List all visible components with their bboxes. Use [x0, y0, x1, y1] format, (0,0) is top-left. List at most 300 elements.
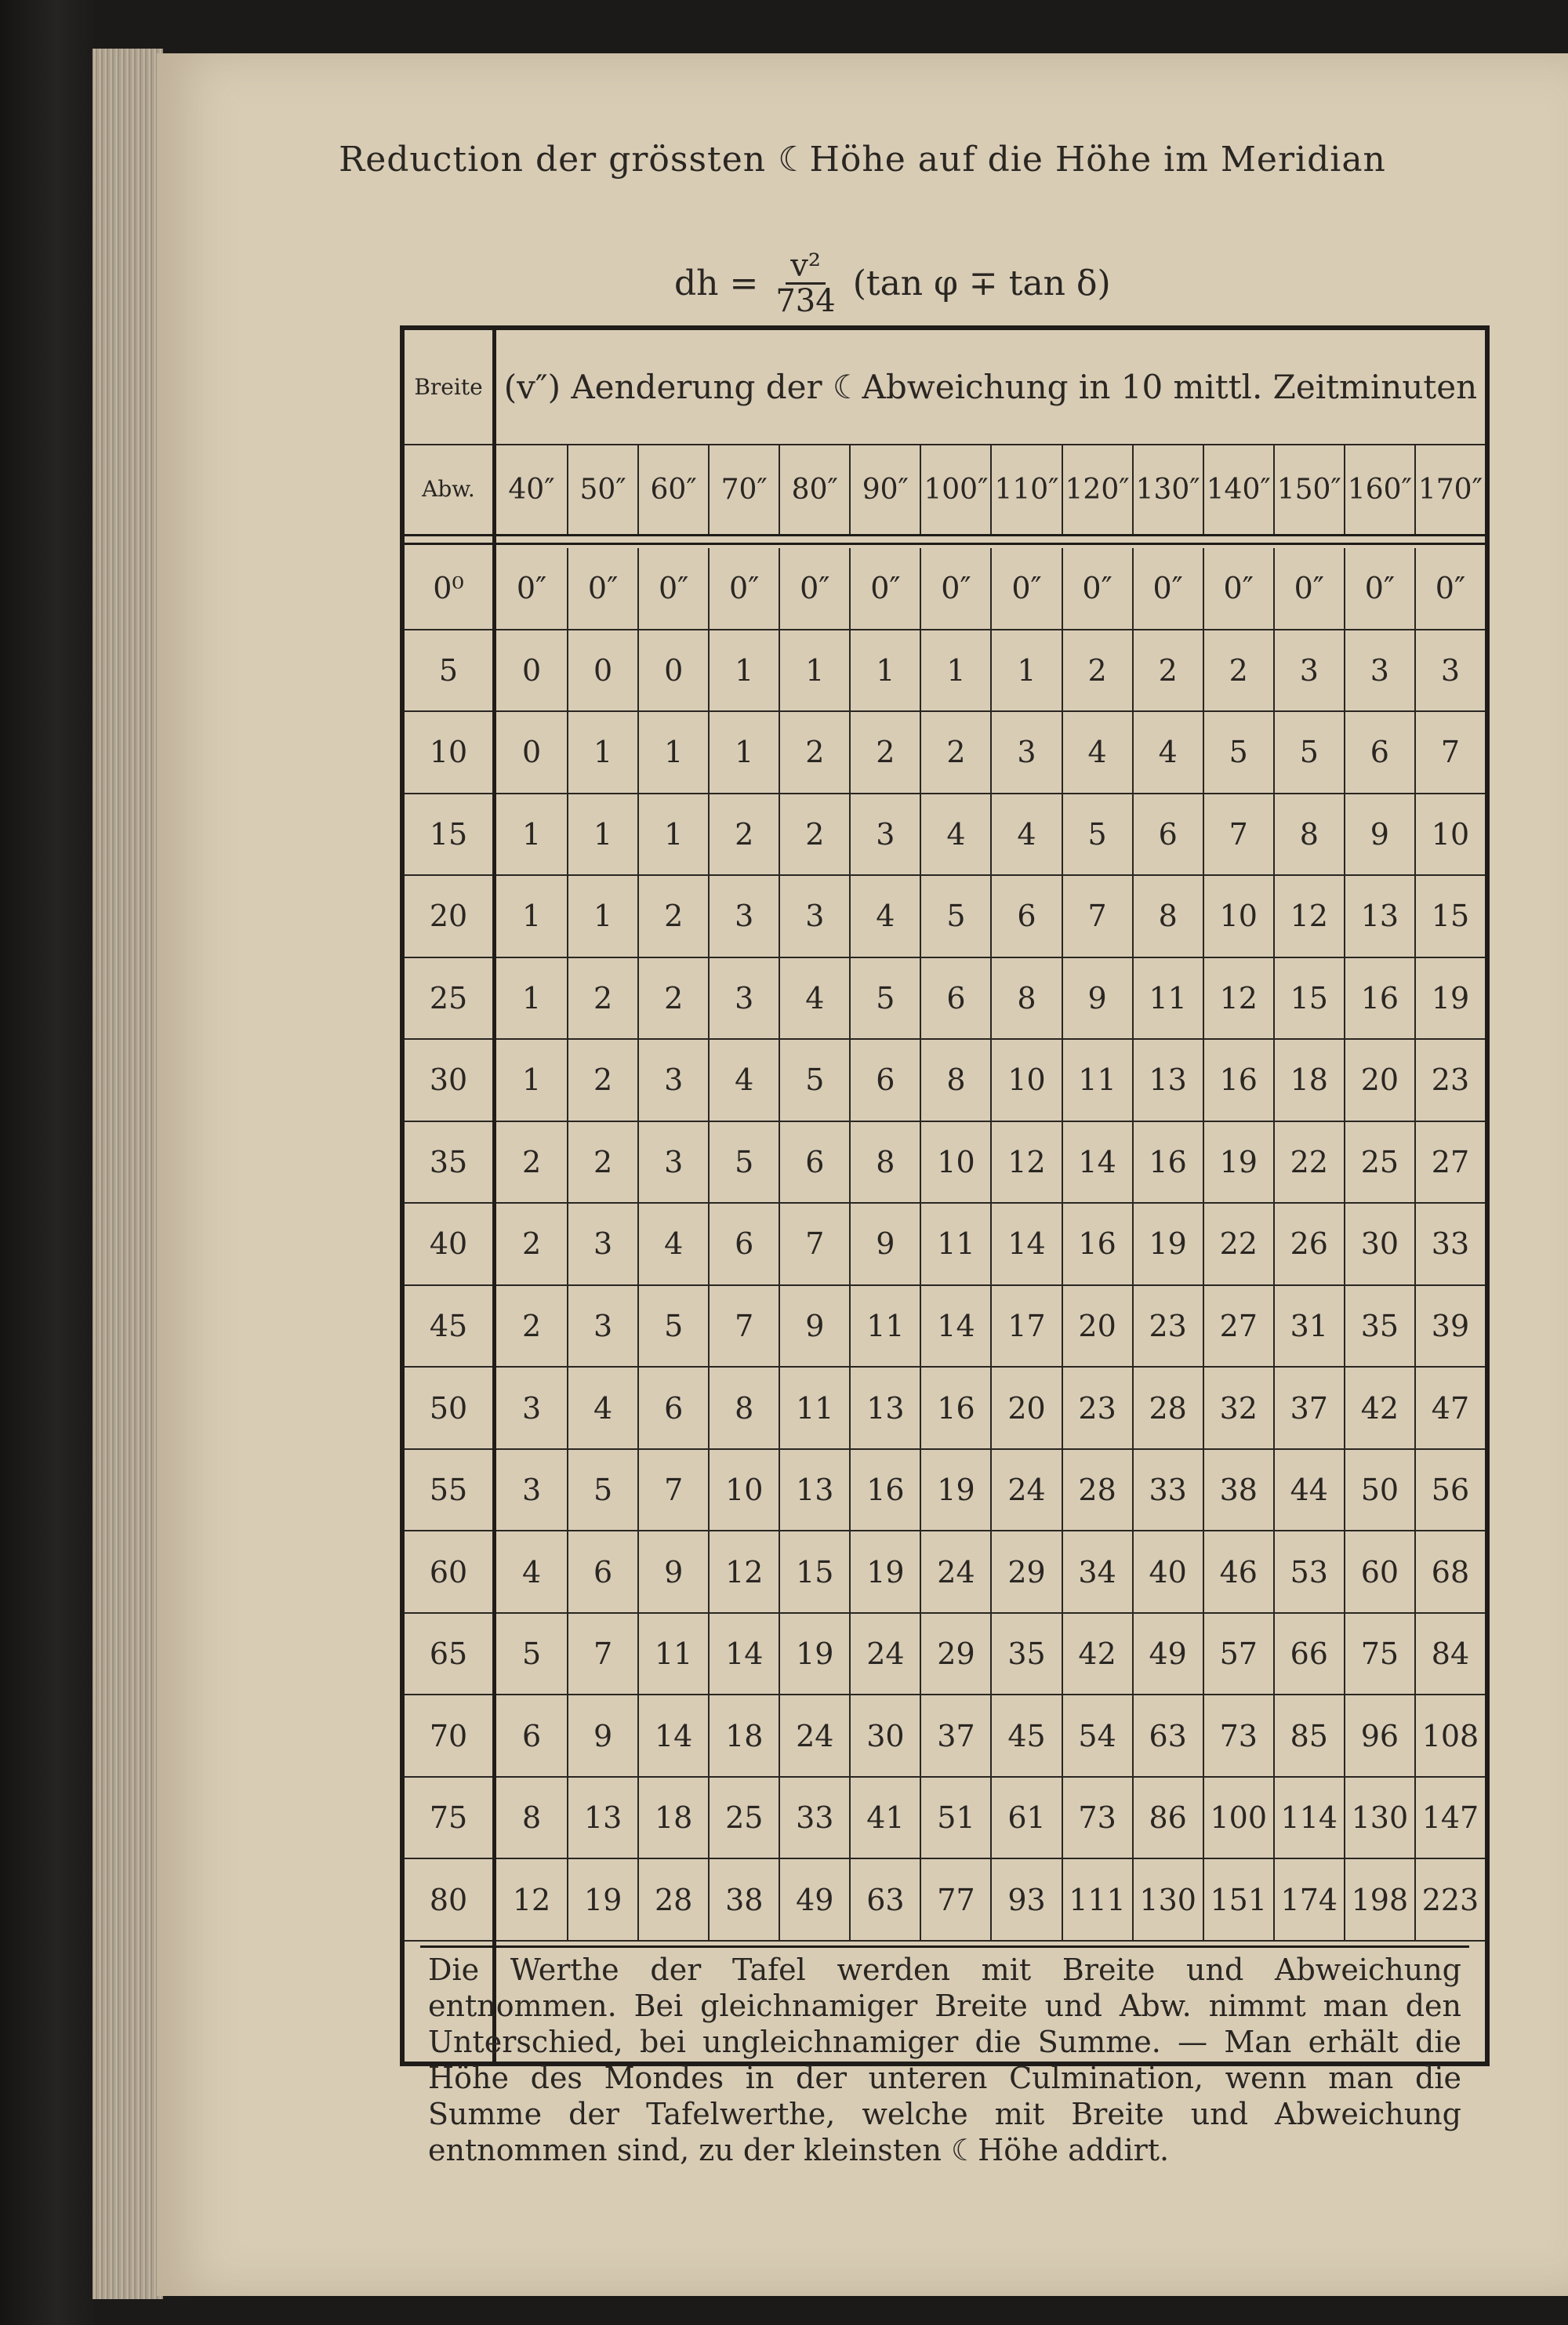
- row-values: [496, 1531, 1485, 1614]
- value-cell: 9: [779, 1286, 849, 1368]
- value-cell: 9: [567, 1695, 637, 1778]
- value-cell: 6: [1132, 794, 1203, 877]
- value-cell: 1: [496, 794, 567, 877]
- latitude-cell: 55: [405, 1450, 492, 1532]
- value-cell: 8: [849, 1122, 920, 1204]
- value-cell: 8: [1132, 876, 1203, 958]
- note-rule: [420, 1945, 1469, 1948]
- value-cell: 12: [496, 1859, 567, 1942]
- value-cell: 19: [849, 1531, 920, 1614]
- value-cell: 5: [1203, 712, 1273, 794]
- row-values: [496, 548, 1485, 630]
- value-cell: 20: [990, 1368, 1061, 1450]
- value-cell: 151: [1203, 1859, 1273, 1942]
- column-header: 80″: [779, 445, 849, 534]
- value-cell: 19: [1414, 958, 1485, 1041]
- value-cell: 0: [496, 712, 567, 794]
- value-cell: 0″: [1132, 548, 1203, 630]
- value-cell: 11: [849, 1286, 920, 1368]
- value-cell: 9: [1062, 958, 1132, 1041]
- value-cell: 0: [496, 630, 567, 713]
- value-cell: 0″: [990, 548, 1061, 630]
- value-cell: 16: [1344, 958, 1414, 1041]
- value-cell: 2: [779, 712, 849, 794]
- value-cell: 66: [1273, 1614, 1344, 1696]
- value-cell: 1: [708, 712, 779, 794]
- value-cell: 0″: [849, 548, 920, 630]
- value-cell: 33: [1414, 1204, 1485, 1286]
- value-cell: 0″: [708, 548, 779, 630]
- row-values: [496, 1204, 1485, 1286]
- value-cell: 2: [496, 1122, 567, 1204]
- value-cell: 100: [1203, 1778, 1273, 1860]
- value-cell: 6: [849, 1040, 920, 1122]
- table-row: [405, 1286, 1485, 1368]
- column-group-title: (v″) Aenderung der ☾Abweichung in 10 mittl. Zeitminuten: [496, 330, 1485, 445]
- value-cell: 23: [1132, 1286, 1203, 1368]
- value-cell: 96: [1344, 1695, 1414, 1778]
- value-cell: 7: [1203, 794, 1273, 877]
- value-cell: 30: [849, 1695, 920, 1778]
- formula-fraction: [775, 249, 835, 318]
- value-cell: 11: [1062, 1040, 1132, 1122]
- table-row: [405, 1695, 1485, 1778]
- page-title: Reduction der grössten ☾Höhe auf die Höhe im Meridian: [339, 140, 1386, 180]
- value-cell: 1: [637, 794, 708, 877]
- table-row: [405, 1040, 1485, 1122]
- value-cell: 0″: [1203, 548, 1273, 630]
- table-row: [405, 1614, 1485, 1696]
- value-cell: 68: [1414, 1531, 1485, 1614]
- value-cell: 42: [1344, 1368, 1414, 1450]
- value-cell: 2: [567, 1122, 637, 1204]
- value-cell: 2: [1203, 630, 1273, 713]
- value-cell: 3: [637, 1122, 708, 1204]
- row-values: [496, 1778, 1485, 1860]
- column-header: 170″: [1414, 445, 1485, 534]
- value-cell: 12: [1273, 876, 1344, 958]
- reduction-table: [400, 325, 1490, 2167]
- value-cell: 5: [708, 1122, 779, 1204]
- table-row: [405, 1450, 1485, 1532]
- row-values: [496, 1614, 1485, 1696]
- value-cell: 1: [990, 630, 1061, 713]
- value-cell: 73: [1062, 1778, 1132, 1860]
- value-cell: 5: [567, 1450, 637, 1532]
- value-cell: 0″: [920, 548, 990, 630]
- latitude-cell: 35: [405, 1122, 492, 1204]
- value-cell: 19: [1132, 1204, 1203, 1286]
- latitude-cell: 50: [405, 1368, 492, 1450]
- value-cell: 11: [637, 1614, 708, 1696]
- value-cell: 16: [1203, 1040, 1273, 1122]
- value-cell: 14: [708, 1614, 779, 1696]
- value-cell: 1: [849, 630, 920, 713]
- latitude-cell: 70: [405, 1695, 492, 1778]
- value-cell: 38: [1203, 1450, 1273, 1532]
- value-cell: 75: [1344, 1614, 1414, 1696]
- value-cell: 1: [708, 630, 779, 713]
- value-cell: 37: [920, 1695, 990, 1778]
- value-cell: 5: [1273, 712, 1344, 794]
- latitude-cell: 20: [405, 876, 492, 958]
- value-cell: 7: [1414, 712, 1485, 794]
- value-cell: 73: [1203, 1695, 1273, 1778]
- value-cell: 12: [990, 1122, 1061, 1204]
- page-edges: [93, 49, 163, 2299]
- value-cell: 19: [1203, 1122, 1273, 1204]
- value-cell: 27: [1203, 1286, 1273, 1368]
- value-cell: 6: [920, 958, 990, 1041]
- value-cell: 10: [990, 1040, 1061, 1122]
- table-row: [405, 958, 1485, 1041]
- value-cell: 6: [567, 1531, 637, 1614]
- value-cell: 5: [496, 1614, 567, 1696]
- value-cell: 31: [1273, 1286, 1344, 1368]
- value-cell: 2: [708, 794, 779, 877]
- value-cell: 10: [920, 1122, 990, 1204]
- value-cell: 5: [920, 876, 990, 958]
- value-cell: 2: [496, 1286, 567, 1368]
- value-cell: 20: [1062, 1286, 1132, 1368]
- latitude-cell: 60: [405, 1531, 492, 1614]
- value-cell: 77: [920, 1859, 990, 1942]
- value-cell: 15: [1414, 876, 1485, 958]
- header-double-rule: [405, 534, 1485, 545]
- value-cell: 13: [567, 1778, 637, 1860]
- value-cell: 130: [1132, 1859, 1203, 1942]
- value-cell: 2: [567, 1040, 637, 1122]
- value-cell: 1: [779, 630, 849, 713]
- value-cell: 3: [496, 1368, 567, 1450]
- value-cell: 35: [1344, 1286, 1414, 1368]
- row-values: [496, 630, 1485, 713]
- value-cell: 86: [1132, 1778, 1203, 1860]
- value-cell: 13: [1344, 876, 1414, 958]
- column-headers: [496, 445, 1485, 534]
- value-cell: 47: [1414, 1368, 1485, 1450]
- value-cell: 23: [1062, 1368, 1132, 1450]
- value-cell: 1: [567, 794, 637, 877]
- table-row: [405, 1531, 1485, 1614]
- value-cell: 13: [1132, 1040, 1203, 1122]
- value-cell: 25: [708, 1778, 779, 1860]
- value-cell: 12: [1203, 958, 1273, 1041]
- value-cell: 27: [1414, 1122, 1485, 1204]
- value-cell: 16: [1062, 1204, 1132, 1286]
- value-cell: 8: [1273, 794, 1344, 877]
- value-cell: 0″: [779, 548, 849, 630]
- value-cell: 33: [779, 1778, 849, 1860]
- row-header-breite: Breite: [405, 330, 492, 445]
- value-cell: 19: [779, 1614, 849, 1696]
- value-cell: 8: [496, 1778, 567, 1860]
- value-cell: 11: [920, 1204, 990, 1286]
- value-cell: 147: [1414, 1778, 1485, 1860]
- table-row: [405, 794, 1485, 877]
- value-cell: 38: [708, 1859, 779, 1942]
- value-cell: 114: [1273, 1778, 1344, 1860]
- latitude-cell: 30: [405, 1040, 492, 1122]
- value-cell: 13: [849, 1368, 920, 1450]
- value-cell: 10: [1203, 876, 1273, 958]
- value-cell: 3: [708, 876, 779, 958]
- formula-numerator: v²: [786, 249, 826, 285]
- value-cell: 1: [567, 876, 637, 958]
- table-note: Die Werthe der Tafel werden mit Breite und Abweichung entnommen. Bei gleichnamiger Breite und Abw. nimmt man den Unterschied, bei ungleichnamiger die Summe. — Man erhält die Höhe des Mondes in der unteren Culmination, wenn man die Summe der Tafelwerthe, welche mit Breite und Abweichung entnommen sind, zu der kleinsten ☾Höhe addirt.: [428, 1953, 1461, 2167]
- value-cell: 3: [567, 1204, 637, 1286]
- value-cell: 7: [708, 1286, 779, 1368]
- value-cell: 51: [920, 1778, 990, 1860]
- value-cell: 3: [990, 712, 1061, 794]
- value-cell: 5: [637, 1286, 708, 1368]
- value-cell: 8: [990, 958, 1061, 1041]
- latitude-cell: 40: [405, 1204, 492, 1286]
- value-cell: 24: [779, 1695, 849, 1778]
- value-cell: 19: [567, 1859, 637, 1942]
- latitude-cell: 75: [405, 1778, 492, 1860]
- latitude-cell: 5: [405, 630, 492, 713]
- value-cell: 56: [1414, 1450, 1485, 1532]
- value-cell: 93: [990, 1859, 1061, 1942]
- value-cell: 22: [1203, 1204, 1273, 1286]
- value-cell: 15: [1273, 958, 1344, 1041]
- value-cell: 130: [1344, 1778, 1414, 1860]
- value-cell: 14: [637, 1695, 708, 1778]
- value-cell: 1: [567, 712, 637, 794]
- value-cell: 4: [779, 958, 849, 1041]
- value-cell: 4: [1132, 712, 1203, 794]
- value-cell: 174: [1273, 1859, 1344, 1942]
- value-cell: 37: [1273, 1368, 1344, 1450]
- value-cell: 13: [779, 1450, 849, 1532]
- value-cell: 19: [920, 1450, 990, 1532]
- value-cell: 4: [708, 1040, 779, 1122]
- table-row: [405, 1778, 1485, 1860]
- value-cell: 28: [1062, 1450, 1132, 1532]
- formula: [674, 249, 1223, 318]
- table-row: [405, 630, 1485, 713]
- column-header: 60″: [637, 445, 708, 534]
- value-cell: 3: [779, 876, 849, 958]
- latitude-cell: 0⁰: [405, 548, 492, 630]
- value-cell: 49: [1132, 1614, 1203, 1696]
- table-row: [405, 1368, 1485, 1450]
- value-cell: 29: [920, 1614, 990, 1696]
- formula-lhs: dh =: [674, 263, 759, 303]
- value-cell: 16: [1132, 1122, 1203, 1204]
- value-cell: 7: [567, 1614, 637, 1696]
- value-cell: 8: [708, 1368, 779, 1450]
- value-cell: 2: [637, 958, 708, 1041]
- value-cell: 0″: [567, 548, 637, 630]
- row-values: [496, 1286, 1485, 1368]
- value-cell: 14: [990, 1204, 1061, 1286]
- value-cell: 29: [990, 1531, 1061, 1614]
- value-cell: 30: [1344, 1204, 1414, 1286]
- row-values: [496, 1122, 1485, 1204]
- value-cell: 24: [849, 1614, 920, 1696]
- latitude-cell: 65: [405, 1614, 492, 1696]
- value-cell: 40: [1132, 1531, 1203, 1614]
- value-cell: 0″: [1414, 548, 1485, 630]
- value-cell: 20: [1344, 1040, 1414, 1122]
- value-cell: 61: [990, 1778, 1061, 1860]
- value-cell: 63: [849, 1859, 920, 1942]
- value-cell: 0: [637, 630, 708, 713]
- value-cell: 111: [1062, 1859, 1132, 1942]
- value-cell: 34: [1062, 1531, 1132, 1614]
- value-cell: 1: [637, 712, 708, 794]
- value-cell: 6: [637, 1368, 708, 1450]
- value-cell: 14: [1062, 1122, 1132, 1204]
- value-cell: 3: [849, 794, 920, 877]
- value-cell: 28: [1132, 1368, 1203, 1450]
- value-cell: 10: [708, 1450, 779, 1532]
- formula-denominator: 734: [775, 283, 836, 319]
- column-header: 100″: [920, 445, 990, 534]
- value-cell: 3: [1344, 630, 1414, 713]
- value-cell: 2: [496, 1204, 567, 1286]
- latitude-cell: 45: [405, 1286, 492, 1368]
- value-cell: 6: [496, 1695, 567, 1778]
- value-cell: 18: [708, 1695, 779, 1778]
- value-cell: 39: [1414, 1286, 1485, 1368]
- latitude-cell: 25: [405, 958, 492, 1041]
- column-header: 130″: [1132, 445, 1203, 534]
- value-cell: 198: [1344, 1859, 1414, 1942]
- column-header: 150″: [1273, 445, 1344, 534]
- value-cell: 4: [496, 1531, 567, 1614]
- value-cell: 50: [1344, 1450, 1414, 1532]
- value-cell: 49: [779, 1859, 849, 1942]
- value-cell: 12: [708, 1531, 779, 1614]
- value-cell: 32: [1203, 1368, 1273, 1450]
- value-cell: 3: [496, 1450, 567, 1532]
- value-cell: 63: [1132, 1695, 1203, 1778]
- value-cell: 42: [1062, 1614, 1132, 1696]
- table-body: [405, 548, 1485, 1942]
- value-cell: 57: [1203, 1614, 1273, 1696]
- latitude-cell: 15: [405, 794, 492, 877]
- value-cell: 1: [496, 958, 567, 1041]
- value-cell: 17: [990, 1286, 1061, 1368]
- value-cell: 6: [708, 1204, 779, 1286]
- table-row: [405, 1204, 1485, 1286]
- value-cell: 3: [1273, 630, 1344, 713]
- table-row: [405, 548, 1485, 630]
- value-cell: 6: [1344, 712, 1414, 794]
- book-cover-edge: [0, 0, 94, 2325]
- row-values: [496, 1695, 1485, 1778]
- value-cell: 41: [849, 1778, 920, 1860]
- value-cell: 7: [779, 1204, 849, 1286]
- value-cell: 2: [567, 958, 637, 1041]
- value-cell: 11: [1132, 958, 1203, 1041]
- value-cell: 22: [1273, 1122, 1344, 1204]
- value-cell: 25: [1344, 1122, 1414, 1204]
- value-cell: 3: [1414, 630, 1485, 713]
- value-cell: 4: [567, 1368, 637, 1450]
- value-cell: 46: [1203, 1531, 1273, 1614]
- column-header: 110″: [990, 445, 1061, 534]
- value-cell: 9: [637, 1531, 708, 1614]
- column-header: 140″: [1203, 445, 1273, 534]
- table-row: [405, 876, 1485, 958]
- value-cell: 26: [1273, 1204, 1344, 1286]
- table-row: [405, 712, 1485, 794]
- latitude-cell: 10: [405, 712, 492, 794]
- value-cell: 84: [1414, 1614, 1485, 1696]
- value-cell: 1: [496, 876, 567, 958]
- value-cell: 0″: [1344, 548, 1414, 630]
- value-cell: 6: [990, 876, 1061, 958]
- value-cell: 45: [990, 1695, 1061, 1778]
- row-values: [496, 876, 1485, 958]
- value-cell: 24: [920, 1531, 990, 1614]
- value-cell: 1: [496, 1040, 567, 1122]
- row-values: [496, 1040, 1485, 1122]
- row-values: [496, 712, 1485, 794]
- row-values: [496, 1368, 1485, 1450]
- column-header: 120″: [1062, 445, 1132, 534]
- value-cell: 4: [637, 1204, 708, 1286]
- row-values: [496, 958, 1485, 1041]
- value-cell: 5: [1062, 794, 1132, 877]
- value-cell: 44: [1273, 1450, 1344, 1532]
- value-cell: 28: [637, 1859, 708, 1942]
- value-cell: 2: [1062, 630, 1132, 713]
- value-cell: 54: [1062, 1695, 1132, 1778]
- value-cell: 16: [849, 1450, 920, 1532]
- value-cell: 8: [920, 1040, 990, 1122]
- value-cell: 4: [1062, 712, 1132, 794]
- value-cell: 108: [1414, 1695, 1485, 1778]
- table-row: [405, 1859, 1485, 1942]
- value-cell: 6: [779, 1122, 849, 1204]
- value-cell: 0″: [1062, 548, 1132, 630]
- value-cell: 7: [1062, 876, 1132, 958]
- value-cell: 0: [567, 630, 637, 713]
- value-cell: 16: [920, 1368, 990, 1450]
- value-cell: 2: [849, 712, 920, 794]
- value-cell: 5: [779, 1040, 849, 1122]
- value-cell: 2: [1132, 630, 1203, 713]
- value-cell: 11: [779, 1368, 849, 1450]
- value-cell: 2: [779, 794, 849, 877]
- value-cell: 60: [1344, 1531, 1414, 1614]
- value-cell: 23: [1414, 1040, 1485, 1122]
- column-header: 50″: [567, 445, 637, 534]
- value-cell: 4: [990, 794, 1061, 877]
- value-cell: 9: [849, 1204, 920, 1286]
- row-header-abw: Abw.: [422, 476, 475, 502]
- value-cell: 24: [990, 1450, 1061, 1532]
- column-header: 90″: [849, 445, 920, 534]
- value-cell: 0″: [1273, 548, 1344, 630]
- value-cell: 5: [849, 958, 920, 1041]
- value-cell: 85: [1273, 1695, 1344, 1778]
- value-cell: 0″: [496, 548, 567, 630]
- column-header: 40″: [508, 474, 555, 506]
- row-values: [496, 1859, 1485, 1942]
- formula-rhs: (tan φ ∓ tan δ): [852, 263, 1111, 303]
- table-row: [405, 1122, 1485, 1204]
- value-cell: 4: [920, 794, 990, 877]
- value-cell: 4: [849, 876, 920, 958]
- value-cell: 3: [567, 1286, 637, 1368]
- column-header: 160″: [1344, 445, 1414, 534]
